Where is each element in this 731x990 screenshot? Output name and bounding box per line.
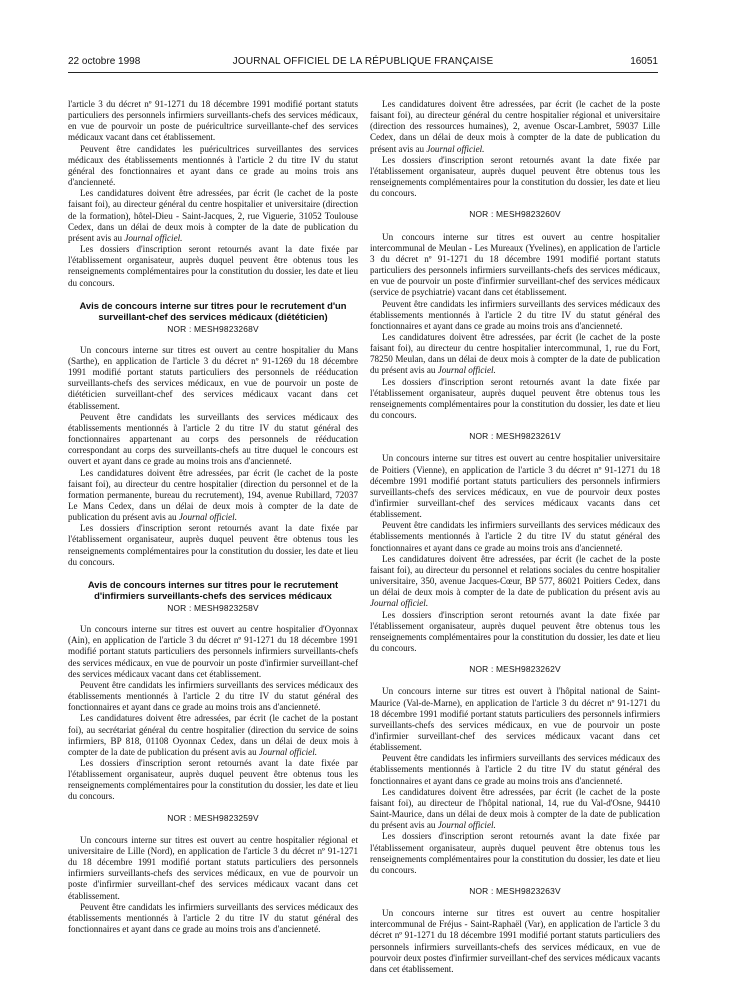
paragraph: Peuvent être candidats les infirmiers surveillants des services médicaux des établissements mentionnés à l'article 2 du titre IV du statut général des fonctionnaires et ayant dans ce grade au moins trois ans d'ancienneté. [370, 298, 660, 331]
nor-reference: NOR : MESH9823262V [469, 664, 561, 675]
page-header [68, 56, 658, 70]
paragraph: Un concours interne sur titres est ouvert au centre hospitalier universitaire de Poitiers (Vienne), en application de l'article 3 du décret nº 91-1271 du 18 décembre 1991 modifié portant statuts particuliers des personnels infirmiers surveillants-chefs des services médicaux, en vue de pourvoir deux postes d'infirmier surveillant-chef des services médicaux vacants dans cet établissement. [370, 453, 660, 520]
paragraph: Un concours interne sur titres est ouvert à l'hôpital national de Saint-Maurice (Val-de-Marne), en application de l'article 3 du décret nº 91-1271 du 18 décembre 1991 modifié portant statuts particuliers des personnels infirmiers surveillants-chefs des services médicaux, en vue de pourvoir un poste d'infirmier surveillant-chef des services médicaux vacant dans cet établissement. [370, 686, 660, 753]
page-number: 16051 [630, 56, 658, 67]
paragraph: Un concours interne sur titres est ouvert au centre hospitalier intercommunal de Meulan - Les Mureaux (Yvelines), en application de l'article 3 du décret nº 91-1271 du 18 décembre 1991 modifié portant statuts particuliers des personnels infirmiers surveillants-chefs des services médicaux, en vue de pourvoir un poste d'infirmier surveillant-chef des services médicaux (service de psychiatrie) vacant dans cet établissement. [370, 231, 660, 298]
paragraph: Les dossiers d'inscription seront retournés avant la date fixée par l'établissement organisateur, auprès duquel peuvent être obtenus tous les renseignements complémentaires pour la constitution du dossier, les date et lieu du concours. [370, 154, 660, 199]
nor-reference: NOR : MESH9823261V [469, 431, 561, 442]
journal-officiel-ref: Journal officiel. [437, 365, 496, 376]
paragraph: Peuvent être candidats les infirmiers surveillants des services médicaux des établissements mentionnés à l'article 2 du titre IV du statut général des fonctionnaires et ayant dans ce grade au moins trois ans d'ancienneté. [68, 901, 358, 934]
paragraph: Un concours interne sur titres est ouvert au centre hospitalier du Mans (Sarthe), en application de l'article 3 du décret nº 91-1269 du 18 décembre 1991 modifié portant statuts particuliers des personnels de rééducation surveillants-chefs des services médicaux, en vue de pourvoir un poste de diététicien surveillant-chef des services médicaux vacant dans cet établissement. [68, 344, 358, 411]
nor-reference: NOR : MESH9823258V [167, 602, 259, 613]
journal-officiel-ref: Journal officiel. [178, 512, 237, 523]
journal-title: JOURNAL OFFICIEL DE LA RÉPUBLIQUE FRANÇAISE [232, 56, 494, 67]
journal-officiel-ref: Journal officiel. [258, 746, 318, 757]
section-heading: Avis de concours internes sur titres pour le recrutement d'infirmiers surveillants-chefs des services médicaux [87, 578, 339, 601]
paragraph: Les dossiers d'inscription seront retournés avant la date fixée par l'établissement organisateur, auprès duquel peuvent être obtenus tous les renseignements complémentaires pour la constitution du dossier, les date et lieu du concours. [370, 376, 660, 421]
paragraph: Peuvent être candidats les infirmiers surveillants des services médicaux des établissements mentionnés à l'article 2 du titre IV du statut général des fonctionnaires et ayant dans ce grade au moins trois ans d'ancienneté. [68, 679, 358, 713]
paragraph: Peuvent être candidates les puéricultrices surveillantes des services médicaux des établissements mentionnés à l'article 2 du titre IV du statut général des fonctionnaires et ayant dans ce grade au moins trois ans d'ancienneté. [68, 143, 358, 188]
paragraph: Les dossiers d'inscription seront retournés avant la date fixée par l'établissement organisateur, auprès duquel peuvent être obtenus tous les renseignements complémentaires pour la constitution du dossier, les date et lieu du concours. [68, 757, 358, 802]
paragraph: Un concours interne sur titres est ouvert au centre hospitalier intercommunal de Fréjus - Saint-Raphaël (Var), en application de l'article 3 du décret nº 91-1271 du 18 décembre 1991 modifié portant statuts particuliers des personnels infirmiers surveillants-chefs des services médicaux, en vue de pourvoir deux postes d'infirmier surveillant-chef des services médicaux vacants dans cet établissement. [370, 908, 660, 974]
paragraph: Un concours interne sur titres est ouvert au centre hospitalier d'Oyonnax (Ain), en application de l'article 3 du décret nº 91-1271 du 18 décembre 1991 modifié portant statuts particuliers des personnels infirmiers surveillants-chefs des services médicaux, en vue de pourvoir un poste d'infirmier surveillant-chef des services médicaux vacant dans cet établissement. [68, 624, 358, 679]
paragraph: Les candidatures doivent être adressées, par écrit (le cachet de la postant foi), au secrétariat général du centre hospitalier (direction du service de soins infirmiers, BP 818, 01108 Oyonnax Cedex, dans un délai de deux mois à compter de la date de publication du présent avis au Journal officiel. [68, 713, 358, 757]
nor-reference: NOR : MESH9823259V [167, 812, 259, 823]
journal-officiel-ref: Journal officiel. [370, 598, 429, 609]
paragraph: Les candidatures doivent être adressées, par écrit (le cachet de la poste faisant foi), au directeur du centre hospitalier intercommunal, 1, rue du Fort, 78250 Meulan, dans un délai de deux mois à compter de la date de publication du présent avis au Journal officiel. [370, 331, 660, 376]
nor-reference: NOR : MESH9823260V [469, 209, 561, 220]
section-heading: Avis de concours interne sur titres pour le recrutement d'un surveillant-chef des services médicaux (diététicien) [79, 299, 347, 322]
paragraph: Un concours interne sur titres est ouvert au centre hospitalier régional et universitaire de Lille (Nord), en application de l'article 3 du décret nº 91-1271 du 18 décembre 1991 modifié portant statuts particuliers des personnels infirmiers surveillants-chefs des services médicaux, en vue de pourvoir un poste d'infirmier surveillant-chef des services médicaux vacant dans cet établissement. [68, 834, 358, 901]
paragraph: Les candidatures doivent être adressées, par écrit (le cachet de la poste faisant foi), au directeur du personnel et relations sociales du centre hospitalier universitaire, 350, avenue Jacques-Cœur, BP 577, 86021 Poitiers Cedex, dans un délai de deux mois à compter de la date de publication du présent avis au Journal officiel. [370, 553, 660, 609]
paragraph: Les candidatures doivent être adressées, par écrit (le cachet de la poste faisant foi), au directeur de l'hôpital national, 14, rue du Val-d'Osne, 94410 Saint-Maurice, dans un délai de deux mois à compter de la date de publication du présent avis au Journal officiel. [370, 786, 660, 831]
paragraph: Peuvent être candidats les infirmiers surveillants des services médicaux des établissements mentionnés à l'article 2 du titre IV du statut général des fonctionnaires et ayant dans ce grade au moins trois ans d'ancienneté. [370, 520, 660, 553]
paragraph: Les candidatures doivent être adressées, par écrit (le cachet de la poste faisant foi), au directeur général du centre hospitalier et universitaire (direction de la formation), hôtel-Dieu - Saint-Jacques, 2, rue Viguerie, 31052 Toulouse Cedex, dans un délai de deux mois à compter de la date de publication du présent avis au Journal officiel. [68, 188, 358, 243]
left-column [68, 99, 358, 935]
paragraph: Peuvent être candidats les surveillants des services médicaux des établissements mentionnés à l'article 2 du titre IV du statut général des fonctionnaires appartenant au corps des personnels de rééducation correspondant au corps des surveillants-chefs au titre duquel le concours est ouvert et ayant dans ce grade au moins trois ans d'ancienneté. [68, 411, 358, 467]
header-date: 22 octobre 1998 [68, 56, 141, 67]
journal-officiel-ref: Journal officiel. [124, 232, 183, 243]
journal-officiel-ref: Journal officiel. [437, 820, 496, 831]
paragraph: Les dossiers d'inscription seront retournés avant la date fixée par l'établissement organisateur, auprès duquel peuvent être obtenus tous les renseignements complémentaires pour la constitution du dossier, les date et lieu du concours. [370, 831, 660, 875]
right-column [370, 99, 660, 975]
journal-officiel-ref: Journal officiel. [426, 143, 485, 154]
header-rule [68, 72, 658, 73]
paragraph: l'article 3 du décret nº 91-1271 du 18 décembre 1991 modifié portant statuts particuliers des personnels infirmiers surveillants-chefs des services médicaux, en vue de pourvoir un poste de puéricultrice surveillante-chef des services médicaux vacant dans cet établissement. [68, 99, 358, 143]
paragraph: Peuvent être candidats les infirmiers surveillants des services médicaux des établissements mentionnés à l'article 2 du titre IV du statut général des fonctionnaires et ayant dans ce grade au moins trois ans d'ancienneté. [370, 753, 660, 786]
paragraph: Les candidatures doivent être adressées, par écrit (le cachet de la poste faisant foi), au directeur général du centre hospitalier régional et universitaire (direction des ressources humaines), 2, avenue Oscar-Lambret, 59037 Lille Cedex, dans un délai de deux mois à compter de la date de publication du présent avis au Journal officiel. [370, 99, 660, 154]
nor-reference: NOR : MESH9823263V [469, 886, 561, 896]
paragraph: Les dossiers d'inscription seront retournés avant la date fixée par l'établissement organisateur, auprès duquel peuvent être obtenus tous les renseignements complémentaires pour la constitution du dossier, les date et lieu du concours. [370, 609, 660, 654]
paragraph: Les dossiers d'inscription seront retournés avant la date fixée par l'établissement organisateur, auprès duquel peuvent être obtenus tous les renseignements complémentaires pour la constitution du dossier, les date et lieu du concours. [68, 523, 358, 567]
paragraph: Les dossiers d'inscription seront retournés avant la date fixée par l'établissement organisateur, auprès duquel peuvent être obtenus tous les renseignements complémentaires pour la constitution du dossier, les date et lieu du concours. [68, 244, 358, 288]
nor-reference: NOR : MESH9823268V [167, 323, 259, 334]
paragraph: Les candidatures doivent être adressées, par écrit (le cachet de la poste faisant foi), au directeur du centre hospitalier (direction du personnel et de la formation permanente, bureau du recrutement), 194, avenue Rubillard, 72037 Le Mans Cedex, dans un délai de deux mois à compter de la date de publication du présent avis au Journal officiel. [68, 467, 358, 523]
